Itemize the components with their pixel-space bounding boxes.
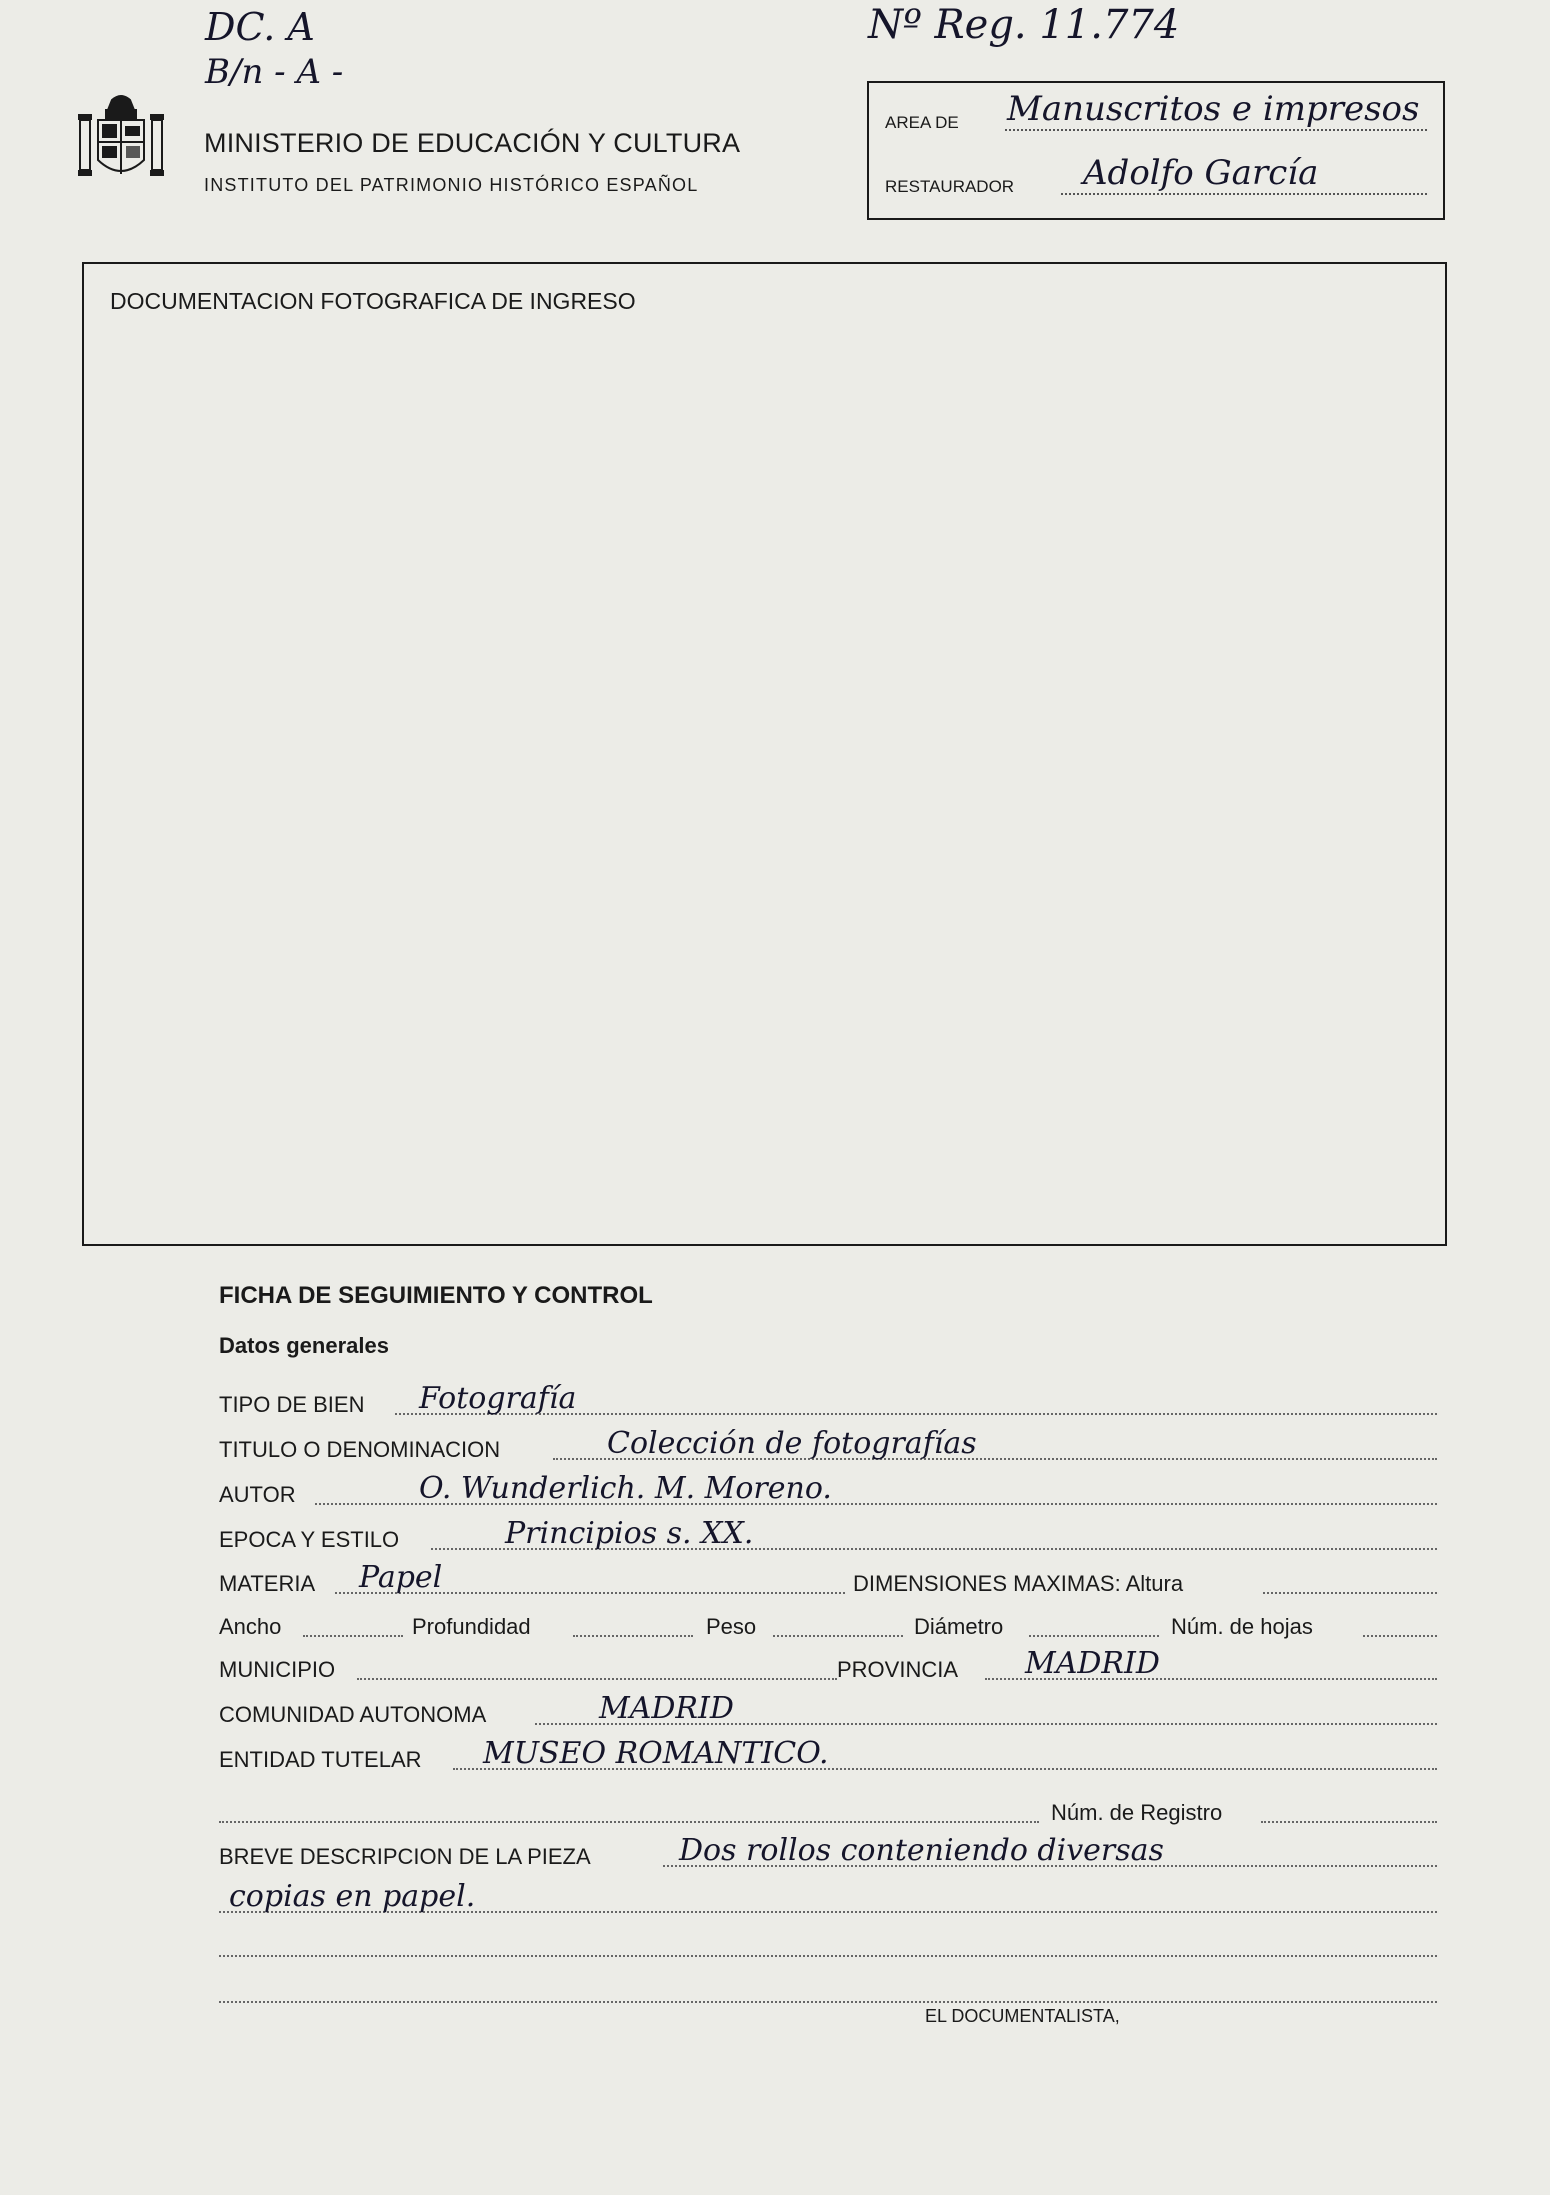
descripcion-value-line-1[interactable]: Dos rollos conteniendo diversas xyxy=(679,1833,1164,1868)
peso-label: Peso xyxy=(706,1614,757,1639)
titulo-row xyxy=(219,1425,1437,1471)
area-restaurador-box xyxy=(867,81,1445,220)
restaurador-label: RESTAURADOR xyxy=(885,177,1015,196)
tipo-de-bien-value[interactable]: Fotografía xyxy=(419,1381,577,1416)
institute-name: INSTITUTO DEL PATRIMONIO HISTÓRICO ESPAÑOL xyxy=(204,175,699,195)
entidad-label: ENTIDAD TUTELAR xyxy=(219,1747,422,1772)
provincia-label: PROVINCIA xyxy=(837,1657,959,1682)
ancho-field[interactable] xyxy=(303,1635,403,1637)
materia-label: MATERIA xyxy=(219,1571,316,1596)
peso-field[interactable] xyxy=(773,1635,903,1637)
descripcion-row-4 xyxy=(219,1968,1437,2014)
autor-label: AUTOR xyxy=(219,1482,296,1507)
titulo-label: TITULO O DENOMINACION xyxy=(219,1437,501,1462)
num-hojas-label: Núm. de hojas xyxy=(1171,1614,1313,1639)
epoca-label: EPOCA Y ESTILO xyxy=(219,1527,400,1552)
materia-row xyxy=(219,1559,1437,1605)
descripcion-value-line-2[interactable]: copias en papel. xyxy=(229,1879,476,1914)
num-registro-row xyxy=(219,1788,1437,1834)
ancho-label: Ancho xyxy=(219,1614,282,1639)
photo-documentation-box xyxy=(82,262,1447,1246)
titulo-value[interactable]: Colección de fotografías xyxy=(607,1426,977,1461)
municipio-field[interactable] xyxy=(357,1678,837,1680)
entidad-row xyxy=(219,1735,1437,1781)
diametro-label: Diámetro xyxy=(914,1614,1004,1639)
handwritten-dc-note: DC. A xyxy=(205,5,315,49)
dimensiones-altura-label: DIMENSIONES MAXIMAS: Altura xyxy=(853,1571,1184,1596)
epoca-row xyxy=(219,1515,1437,1561)
num-registro-label: Núm. de Registro xyxy=(1051,1800,1223,1825)
num-registro-field[interactable] xyxy=(1261,1821,1437,1823)
descripcion-row-2 xyxy=(219,1878,1437,1924)
autor-value[interactable]: O. Wunderlich. M. Moreno. xyxy=(419,1471,832,1506)
ficha-title: FICHA DE SEGUIMIENTO Y CONTROL xyxy=(219,1282,653,1309)
autor-row xyxy=(219,1470,1437,1516)
documentalista-signature-label: EL DOCUMENTALISTA, xyxy=(925,2006,1120,2026)
restaurador-row xyxy=(885,153,1427,201)
comunidad-label: COMUNIDAD AUTONOMA xyxy=(219,1702,487,1727)
profundidad-label: Profundidad xyxy=(412,1614,531,1639)
diametro-field[interactable] xyxy=(1029,1635,1159,1637)
area-value[interactable]: Manuscritos e impresos xyxy=(1007,89,1420,129)
tipo-de-bien-label: TIPO DE BIEN xyxy=(219,1392,365,1417)
altura-field[interactable] xyxy=(1263,1592,1437,1594)
profundidad-field[interactable] xyxy=(573,1635,693,1637)
datos-generales-title: Datos generales xyxy=(219,1333,389,1358)
ministry-name: MINISTERIO DE EDUCACIÓN Y CULTURA xyxy=(204,128,741,158)
area-row xyxy=(885,89,1427,137)
descripcion-blank-line[interactable] xyxy=(219,1955,1437,1957)
tipo-de-bien-row xyxy=(219,1380,1437,1426)
descripcion-row-3 xyxy=(219,1922,1437,1968)
handwritten-registry-number: Nº Reg. 11.774 xyxy=(868,2,1180,48)
num-hojas-field[interactable] xyxy=(1363,1635,1437,1637)
descripcion-blank-line[interactable] xyxy=(219,2001,1437,2003)
municipio-label: MUNICIPIO xyxy=(219,1657,336,1682)
medidas-row xyxy=(219,1602,1437,1648)
coat-of-arms-logo xyxy=(78,90,164,182)
provincia-value[interactable]: MADRID xyxy=(1025,1646,1160,1681)
descripcion-row xyxy=(219,1832,1437,1878)
materia-value[interactable]: Papel xyxy=(359,1560,443,1595)
handwritten-bn-note: B/n - A - xyxy=(205,52,344,92)
restaurador-value[interactable]: Adolfo García xyxy=(1083,153,1319,193)
area-label: AREA DE xyxy=(885,113,959,132)
entidad-value[interactable]: MUSEO ROMANTICO. xyxy=(483,1736,829,1771)
descripcion-label: BREVE DESCRIPCION DE LA PIEZA xyxy=(219,1844,591,1869)
municipio-row xyxy=(219,1645,1437,1691)
photo-documentation-title: DOCUMENTACION FOTOGRAFICA DE INGRESO xyxy=(110,288,636,314)
epoca-value[interactable]: Principios s. XX. xyxy=(505,1516,754,1551)
comunidad-row xyxy=(219,1690,1437,1736)
comunidad-value[interactable]: MADRID xyxy=(599,1691,734,1726)
